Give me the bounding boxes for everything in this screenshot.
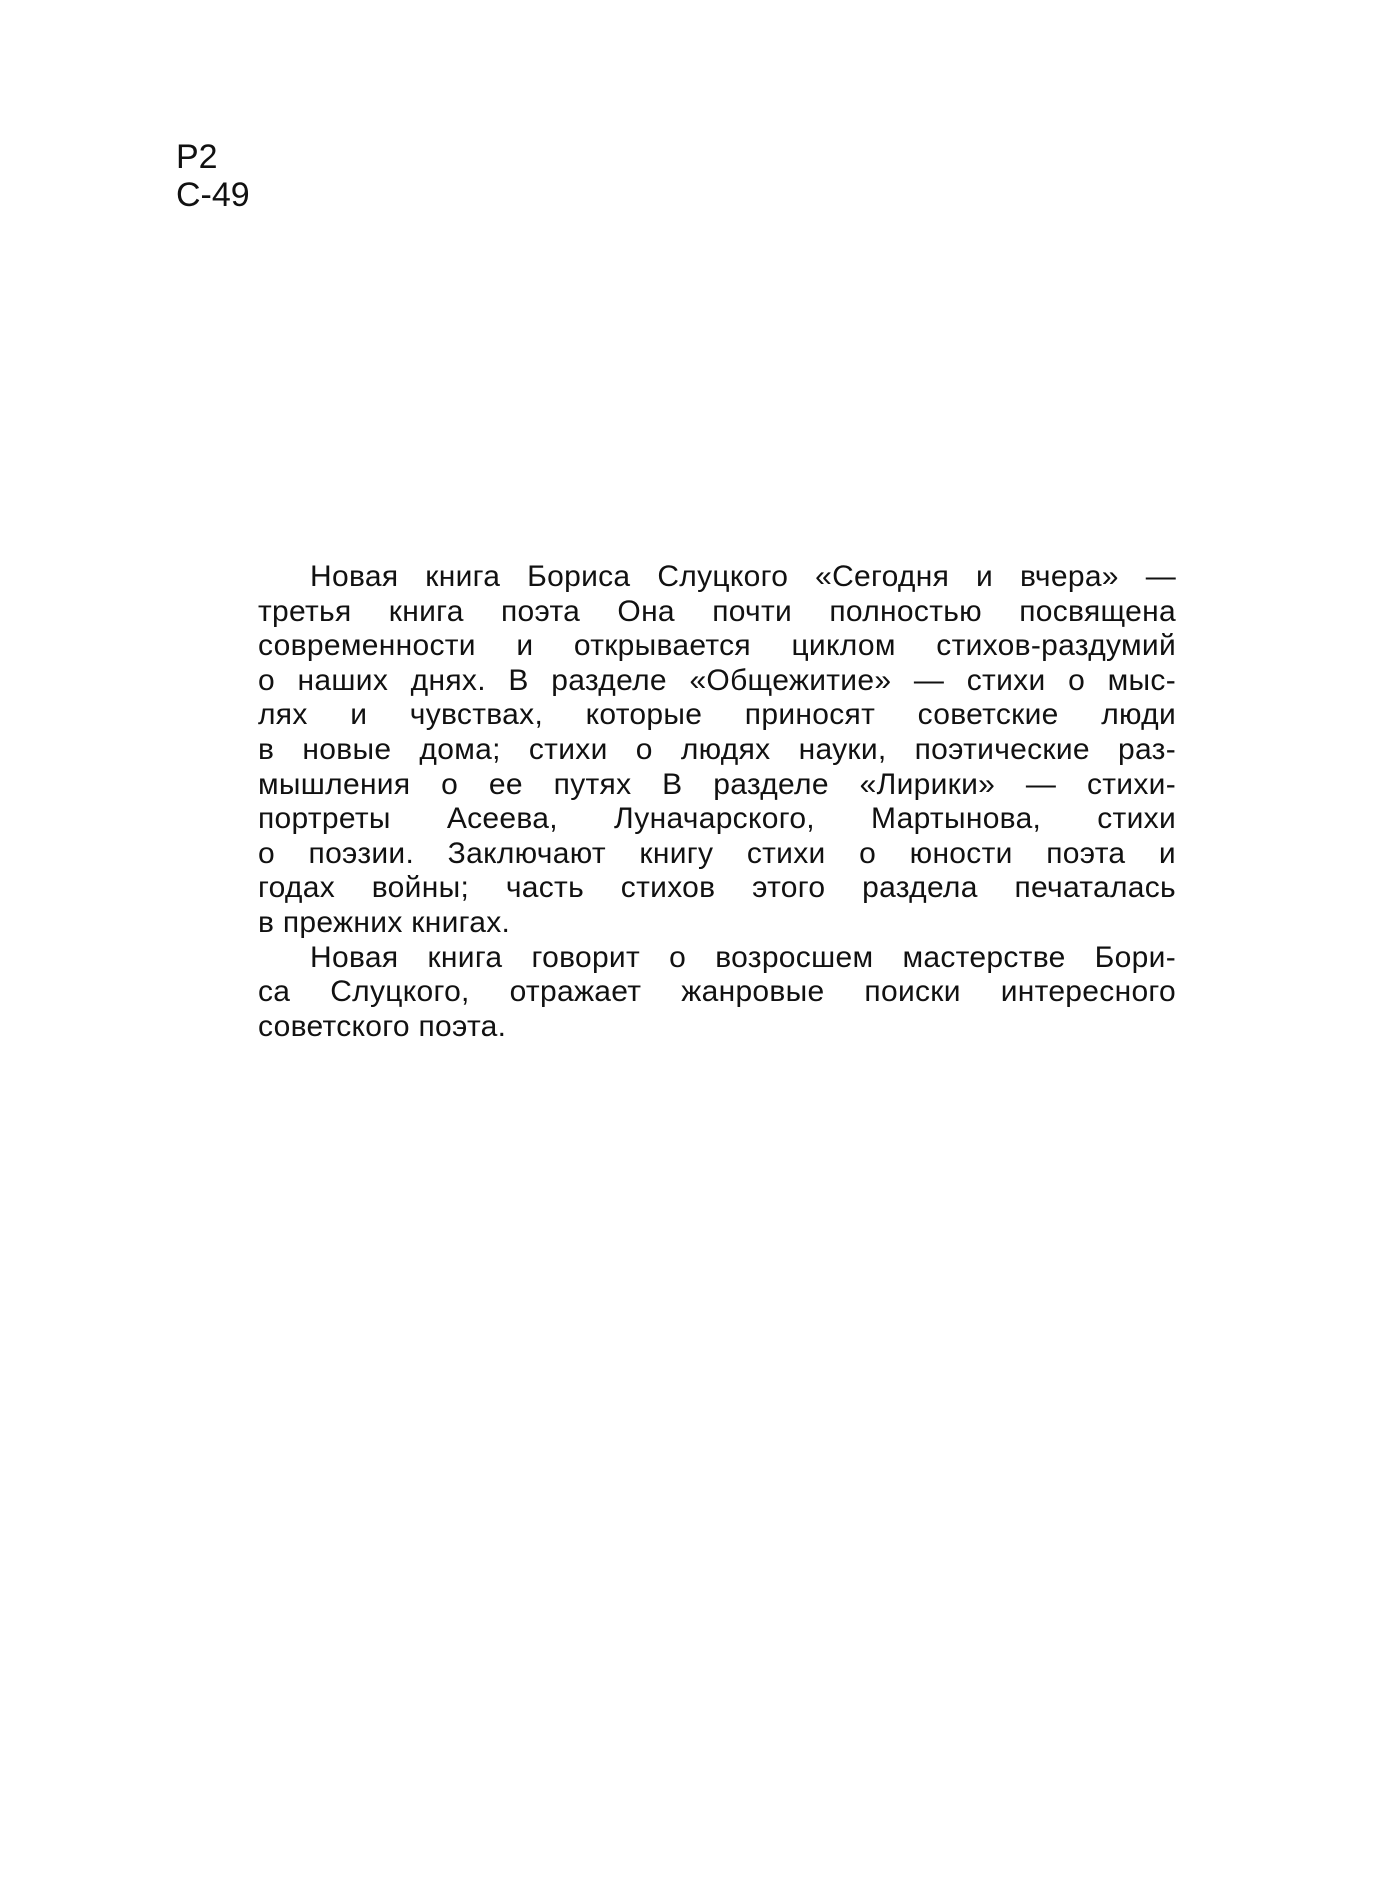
classification-code: Р2 bbox=[176, 138, 218, 176]
catalog-codes bbox=[176, 138, 250, 214]
annotation-line: в новые дома; стихи о людях науки, поэтические раз- bbox=[258, 732, 1176, 766]
book-annotation bbox=[258, 560, 1176, 1044]
annotation-line: в прежних книгах. bbox=[258, 905, 511, 939]
annotation-line: современности и открывается циклом стихов-раздумий bbox=[258, 629, 1176, 663]
annotation-line: мышления о ее путях В разделе «Лирики» — стихи- bbox=[258, 767, 1176, 801]
annotation-line: советского поэта. bbox=[258, 1009, 507, 1043]
annotation-line: Новая книга Бориса Слуцкого «Сегодня и вчера» — bbox=[310, 560, 1176, 593]
annotation-line: Новая книга говорит о возросшем мастерстве Бори- bbox=[310, 940, 1176, 974]
annotation-line: о наших днях. В разделе «Общежитие» — стихи о мыс- bbox=[258, 663, 1176, 697]
annotation-line: о поэзии. Заключают книгу стихи о юности поэта и bbox=[258, 836, 1176, 870]
annotation-line: третья книга поэта Она почти полностью посвящена bbox=[258, 594, 1176, 628]
annotation-line: са Слуцкого, отражает жанровые поиски интересного bbox=[258, 975, 1176, 1009]
annotation-line: портреты Асеева, Луначарского, Мартынова, стихи bbox=[258, 802, 1176, 836]
annotation-line: лях и чувствах, которые приносят советские люди bbox=[258, 698, 1176, 732]
annotation-line: годах войны; часть стихов этого раздела печаталась bbox=[258, 871, 1176, 905]
author-mark: С-49 bbox=[176, 176, 250, 214]
